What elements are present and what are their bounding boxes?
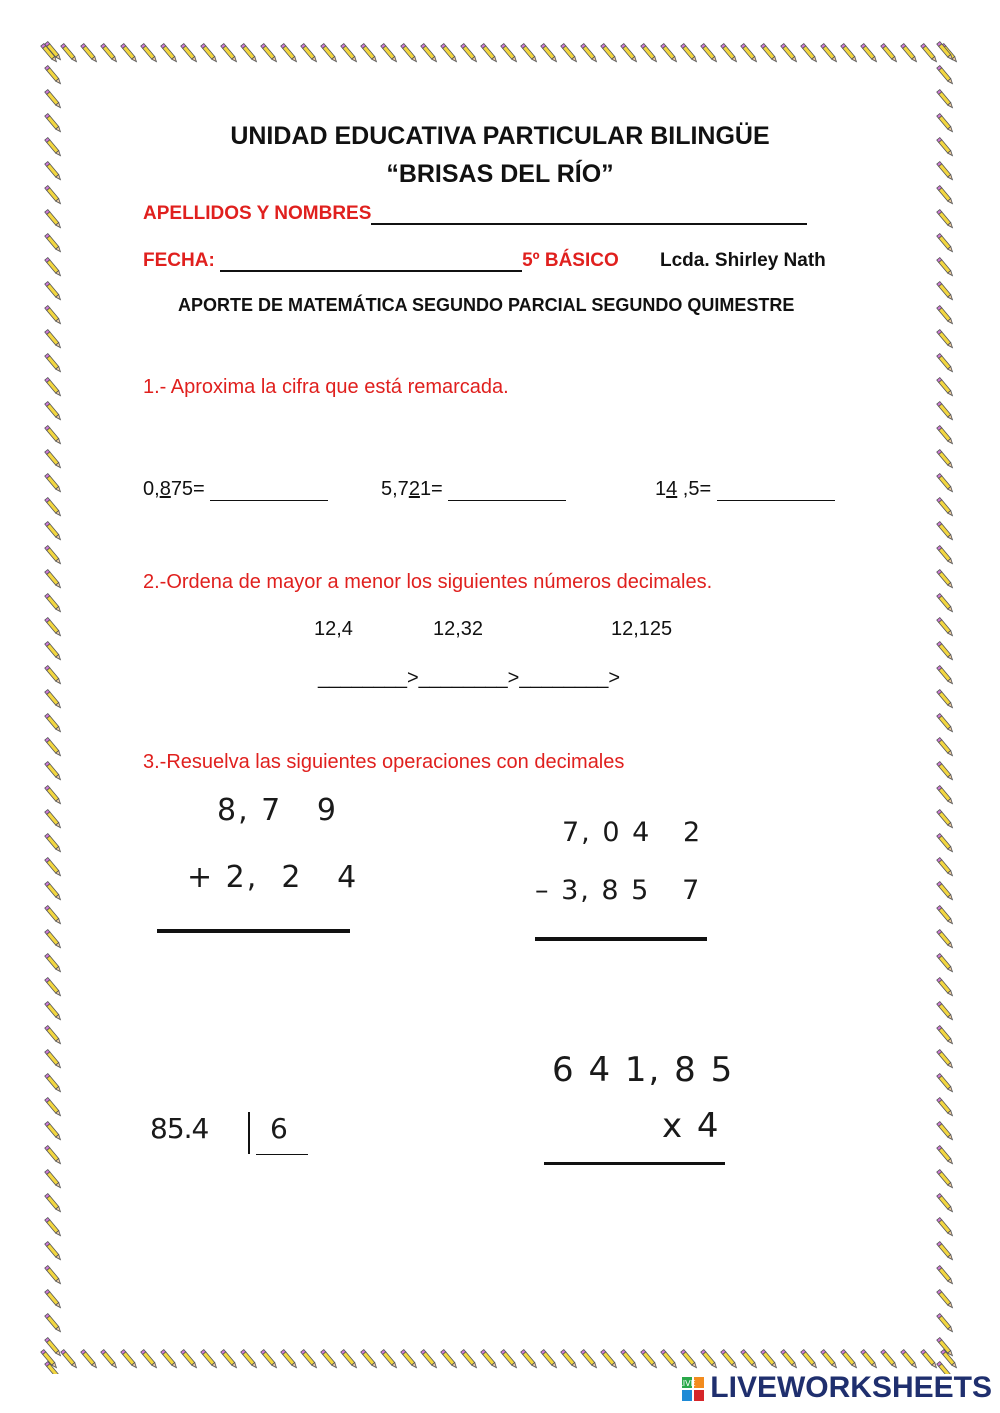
q3-prompt: 3.-Resuelva las siguientes operaciones con decimales: [143, 751, 625, 773]
q1-item-1-mark: 8: [159, 478, 171, 500]
date-label: FECHA:: [143, 250, 215, 271]
multiplication-rule: [544, 1162, 725, 1165]
multiplication-bottom: x 4: [662, 1106, 721, 1146]
addition-rule: [157, 929, 350, 933]
exam-subtitle: APORTE DE MATEMÁTICA SEGUNDO PARCIAL SEGUNDO QUIMESTRE: [178, 295, 795, 315]
date-blank[interactable]: [220, 250, 522, 272]
addition-top: 8, 7 9: [217, 793, 338, 828]
q1-item-2: 5,721=: [381, 478, 566, 501]
subtraction-rule: [535, 937, 707, 941]
q2-number-3: 12,125: [611, 618, 673, 640]
subtraction-top: 7, 0 4 2: [562, 817, 703, 848]
names-label: APELLIDOS Y NOMBRES: [143, 203, 372, 224]
pencil-border-bottom: [40, 1346, 960, 1374]
q1-prompt: 1.- Aproxima la cifra que está remarcada.: [143, 376, 509, 398]
q1-item-3: 14 ,5=: [655, 478, 835, 501]
q1-item-1: 0,875=: [143, 478, 328, 501]
teacher-name: Lcda. Shirley Nath: [660, 250, 826, 271]
grade-label: 5º BÁSICO: [522, 250, 619, 271]
pencil-border-left: [40, 40, 68, 1374]
svg-text:LIVE: LIVE: [678, 1379, 696, 1388]
liveworksheets-badge-icon: [678, 1377, 704, 1401]
q2-number-1: 12,4: [314, 618, 353, 640]
pencil-border-right: [932, 40, 960, 1374]
division-dividend: 85.4: [150, 1112, 209, 1145]
names-blank[interactable]: [371, 203, 807, 225]
liveworksheets-watermark: LIVEWORKSHEETS: [710, 1371, 992, 1404]
school-name: “BRISAS DEL RÍO”: [386, 160, 614, 188]
q2-answer-line[interactable]: ________>________>________>: [318, 667, 620, 689]
date-row: [143, 250, 619, 272]
names-row: [143, 203, 807, 225]
school-title: UNIDAD EDUCATIVA PARTICULAR BILINGÜE: [230, 122, 770, 150]
division-bar: [248, 1112, 250, 1154]
subtraction-bottom: – 3, 8 5 7: [535, 875, 702, 906]
pencil-border-top: [40, 40, 960, 68]
q2-number-2: 12,32: [433, 618, 484, 640]
q1-item-1-blank[interactable]: [210, 480, 328, 501]
q1-item-3-blank[interactable]: [717, 480, 835, 501]
q1-item-2-blank[interactable]: [448, 480, 566, 501]
addition-bottom: + 2, 2 4: [187, 860, 359, 895]
division-underline: [256, 1154, 308, 1155]
q1-item-3-mark: 4: [666, 478, 678, 500]
multiplication-top: 6 4 1, 8 5: [552, 1050, 735, 1090]
q2-prompt: 2.-Ordena de mayor a menor los siguientes números decimales.: [143, 571, 713, 593]
q1-item-2-mark: 2: [408, 478, 420, 500]
division-divisor: 6: [270, 1112, 290, 1145]
